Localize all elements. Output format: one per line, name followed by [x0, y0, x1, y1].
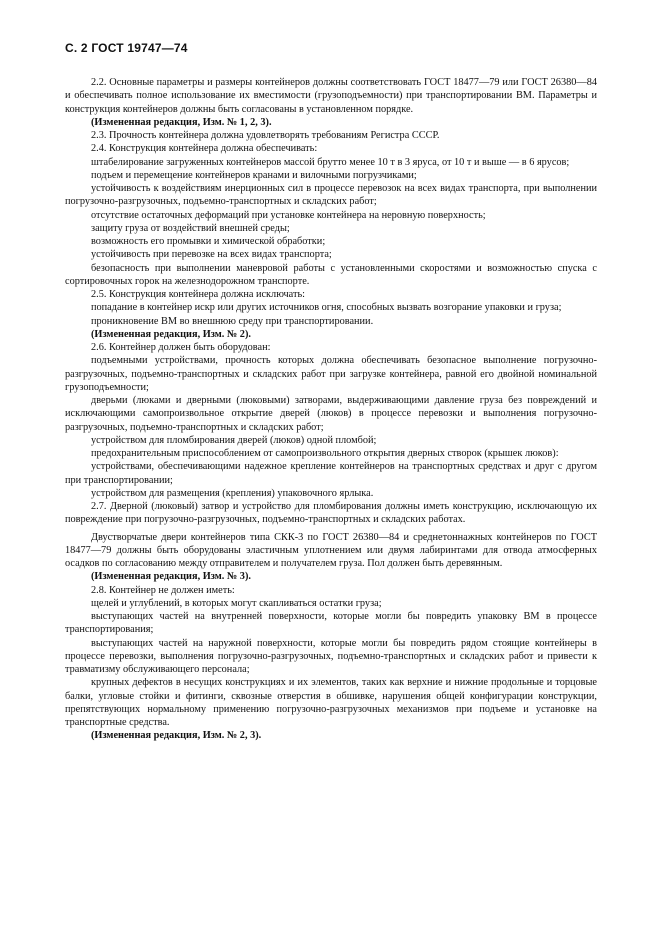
- amendment-note: (Измененная редакция, Изм. № 1, 2, 3).: [91, 116, 272, 128]
- list-item: щелей и углублений, в которых могут скапливаться остатки груза;: [91, 597, 382, 609]
- document-body: [65, 76, 597, 743]
- list-item: выступающих частей на внутренней поверхности, которые могли бы повредить упаковку ВМ в процессе транспортирования;: [65, 611, 597, 636]
- paragraph-2-5: 2.5. Конструкция контейнера должна исключать:: [91, 289, 306, 300]
- amendment-note: (Измененная редакция, Изм. № 2, 3).: [91, 730, 262, 742]
- paragraph-2-2: 2.2. Основные параметры и размеры контейнеров должны соответствовать ГОСТ 18477—79 или ГОСТ 26380—84 и обеспечивать полное использование их вместимости (грузоподъемности) при транспортировании ВМ. Параметры и конструкция контейнеров должны быть согласованы в установленном порядке.: [65, 77, 597, 115]
- page-header: С. 2 ГОСТ 19747—74: [65, 41, 188, 55]
- list-item: выступающих частей на наружной поверхности, которые могли бы повредить рядом стоящие контейнеры в процессе перевозки, выполнения погрузочно-разгрузочных, подъемно-транспортных и складских работ и привести к травматизму обслуживающего персонала;: [65, 637, 597, 675]
- paragraph-2-8: 2.8. Контейнер не должен иметь:: [91, 584, 235, 596]
- list-item: предохранительным приспособлением от самопроизвольного открытия дверных створок (крышек люков):: [91, 448, 559, 459]
- list-item: подъем и перемещение контейнеров кранами и вилочными погрузчиками;: [91, 169, 417, 181]
- list-item: устройством для пломбирования дверей (люков) одной пломбой;: [91, 434, 377, 446]
- list-item: штабелирование загруженных контейнеров массой брутто менее 10 т в 3 яруса, от 10 т и выше — в 6 ярусов;: [91, 156, 570, 168]
- paragraph-2-7-doors: Двустворчатые двери контейнеров типа СКК-3 по ГОСТ 26380—84 и среднетоннажных контейнеров по ГОСТ 18477—79 должны быть оборудованы эластичным уплотнением или двумя лабиринтами для отвода атмосферных осадков по согласованию между отправителем и получателем груза. Пол должен быть деревянным.: [65, 531, 597, 569]
- list-item: устройствами, обеспечивающими надежное крепление контейнеров на транспортных средствах и друг с другом при транспортировании;: [65, 461, 597, 486]
- list-item: устойчивость при перевозке на всех видах транспорта;: [91, 249, 332, 261]
- list-item: устройством для размещения (крепления) упаковочного ярлыка.: [91, 487, 374, 499]
- list-item: возможность его промывки и химической обработки;: [91, 236, 326, 247]
- paragraph-2-4: 2.4. Конструкция контейнера должна обеспечивать:: [91, 143, 318, 155]
- amendment-note: (Измененная редакция, Изм. № 2).: [91, 328, 251, 340]
- list-item: попадание в контейнер искр или других источников огня, способных вызвать возгорание упаковки и груза;: [91, 302, 562, 314]
- list-item: устойчивость к воздействиям инерционных сил в процессе перевозок на всех видах транспорта, при выполнении погрузочно-разгрузочных, подъемно-транспортных и складских работ;: [65, 183, 597, 208]
- paragraph-2-7: 2.7. Дверной (люковый) затвор и устройство для пломбирования должны иметь конструкцию, исключающую их повреждение при погрузочно-разгрузочных, подъемно-транспортных и складских работах.: [65, 501, 597, 526]
- list-item: проникновение ВМ во внешнюю среду при транспортировании.: [91, 315, 374, 327]
- paragraph-2-3: 2.3. Прочность контейнера должна удовлетворять требованиям Регистра СССР.: [91, 130, 440, 141]
- list-item: крупных дефектов в несущих конструкциях и их элементов, таких как верхние и нижние продольные и торцовые балки, угловые стойки и фитинги, сквозные отверстия в обшивке, нарушения общей конфигурации конструкции, препятствующих нормальному применению погрузочно-разгрузочных механизмов при подъеме и установке на транспортные средства.: [65, 677, 597, 728]
- paragraph-2-6: 2.6. Контейнер должен быть оборудован:: [91, 342, 271, 353]
- list-item: дверьми (люками и дверными (люковыми) затворами, выдерживающими давление груза без повреждений и исключающими самопроизвольное открытие дверей (люков) в процессе перевозки и выполнения погрузочно-разгрузочных, подъемно-транспортных и складских работ;: [65, 395, 597, 433]
- list-item: защиту груза от воздействий внешней среды;: [91, 222, 290, 234]
- list-item: отсутствие остаточных деформаций при установке контейнера на неровную поверхность;: [91, 209, 486, 221]
- list-item: подъемными устройствами, прочность которых должна обеспечивать безопасное выполнение погрузочно-разгрузочных, подъемно-транспортных и складских работ при загрузке контейнера, равной его двойной номинальной грузоподъемности;: [65, 355, 597, 393]
- amendment-note: (Измененная редакция, Изм. № 3).: [91, 571, 251, 583]
- list-item: безопасность при выполнении маневровой работы с установленными скоростями и возможностью спуска с сортировочных горок на железнодорожном транспорте.: [65, 262, 597, 287]
